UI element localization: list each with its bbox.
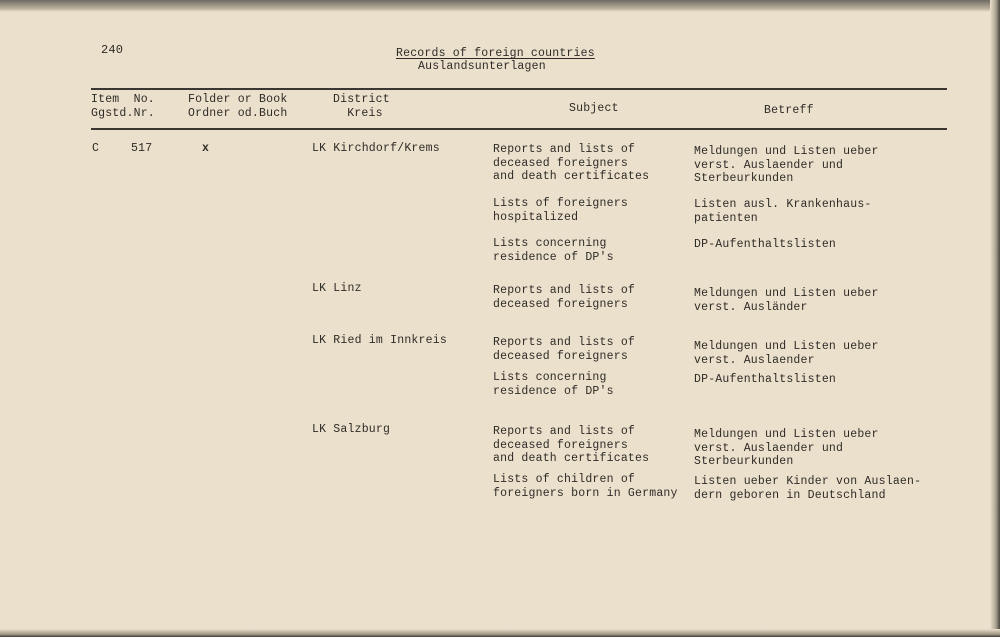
subject-cell: Reports and lists of deceased foreigners — [493, 284, 636, 311]
betreff-cell: Meldungen und Listen ueber verst. Auslaender und Sterbeurkunden — [694, 428, 879, 469]
betreff-cell: Listen ueber Kinder von Auslaen- dern geboren in Deutschland — [694, 475, 922, 502]
betreff-cell: DP-Aufenthaltslisten — [694, 373, 837, 386]
page-subtitle: Auslandsunterlagen — [418, 60, 546, 73]
folder-mark: x — [202, 142, 210, 155]
page-title: Records of foreign countries — [396, 47, 595, 60]
district-name: LK Linz — [312, 282, 362, 295]
subject-cell: Lists concerning residence of DP's — [493, 371, 614, 398]
betreff-cell: Meldungen und Listen ueber verst. Auslaender und Sterbeurkunden — [694, 145, 879, 186]
betreff-cell: DP-Aufenthaltslisten — [694, 238, 837, 251]
header-rule-bottom — [91, 128, 947, 130]
betreff-cell: Listen ausl. Krankenhaus- patienten — [694, 198, 872, 225]
scan-edge-bottom — [0, 629, 1000, 637]
item-number: 517 — [131, 142, 153, 155]
item-letter: C — [92, 142, 100, 155]
column-header-subject: Subject — [569, 102, 619, 115]
subject-cell: Lists of children of foreigners born in Germany — [493, 473, 678, 500]
district-name: LK Kirchdorf/Krems — [312, 142, 440, 155]
district-name: LK Salzburg — [312, 423, 391, 436]
subject-cell: Reports and lists of deceased foreigners — [493, 336, 636, 363]
district-name: LK Ried im Innkreis — [312, 334, 447, 347]
scan-edge-right — [990, 0, 1000, 637]
column-header-item: Item No. Ggstd.Nr. — [91, 93, 155, 120]
subject-cell: Lists concerning residence of DP's — [493, 237, 614, 264]
subject-cell: Reports and lists of deceased foreigners and death certificates — [493, 425, 650, 466]
page-number: 240 — [101, 43, 124, 57]
column-header-betreff: Betreff — [764, 104, 814, 117]
subject-cell: Lists of foreigners hospitalized — [493, 197, 628, 224]
header-rule-top — [91, 88, 947, 90]
betreff-cell: Meldungen und Listen ueber verst. Ausländer — [694, 287, 879, 314]
column-header-folder: Folder or Book Ordner od.Buch — [188, 93, 288, 120]
betreff-cell: Meldungen und Listen ueber verst. Auslaender — [694, 340, 879, 367]
subject-cell: Reports and lists of deceased foreigners and death certificates — [493, 143, 650, 184]
scan-edge-top — [0, 0, 1000, 12]
column-header-district: District Kreis — [333, 93, 390, 120]
